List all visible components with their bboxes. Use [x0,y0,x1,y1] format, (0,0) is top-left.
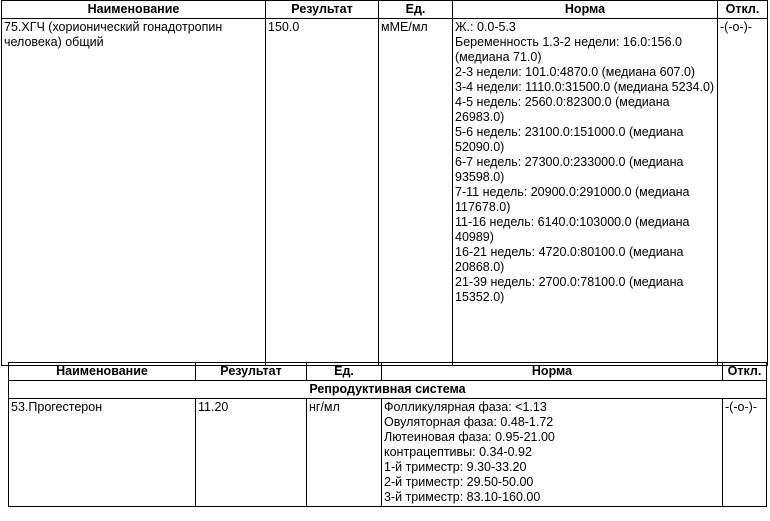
progesterone-results-table [8,362,767,507]
test-name: 75.ХГЧ (хорионический гонадотропин человека) общий [2,19,266,366]
norm-line: 2-3 недели: 101.0:4870.0 (медиана 607.0) [455,65,696,79]
header-name: Наименование [2,1,266,19]
norm-line: 16-21 недель: 4720.0:80100.0 (медиана 20868.0) [455,245,684,274]
test-unit: мМЕ/мл [379,19,453,366]
norm-line: Беременность 1.3-2 недели: 16.0:156.0 (медиана 71.0) [455,35,683,64]
norm-line: 11-16 недель: 6140.0:103000.0 (медиана 40989) [455,215,690,244]
norm-line: 4-5 недель: 2560.0:82300.0 (медиана 26983.0) [455,95,670,124]
header-unit: Ед. [379,1,453,19]
table-row [9,399,767,507]
norm-line: 3-й триместр: 83.10-160.00 [384,490,541,504]
norm-line: Овуляторная фаза: 0.48-1.72 [384,415,554,429]
header-norm: Норма [382,363,723,381]
norm-line: 7-11 недель: 20900.0:291000.0 (медиана 117678.0) [455,185,690,214]
test-norm [382,399,723,507]
norm-line: 6-7 недель: 27300.0:233000.0 (медиана 93598.0) [455,155,684,184]
test-unit: нг/мл [307,399,382,507]
norm-line: Лютеиновая фаза: 0.95-21.00 [384,430,555,444]
test-deviation: -(-о-)- [723,399,767,507]
header-unit: Ед. [307,363,382,381]
test-name: 53.Прогестерон [9,399,196,507]
test-result: 150.0 [266,19,379,366]
section-row [9,381,767,399]
section-title: Репродуктивная система [9,381,767,399]
header-norm: Норма [453,1,718,19]
norm-line: Фолликулярная фаза: <1.13 [384,400,547,414]
table-row [2,19,768,366]
norm-line: 5-6 недель: 23100.0:151000.0 (медиана 52090.0) [455,125,684,154]
norm-line: 1-й триместр: 9.30-33.20 [384,460,527,474]
header-name: Наименование [9,363,196,381]
norm-line: 21-39 недель: 2700.0:78100.0 (медиана 15352.0) [455,275,684,304]
norm-line: контрацептивы: 0.34-0.92 [384,445,532,459]
header-deviation: Откл. [718,1,768,19]
test-result: 11.20 [196,399,307,507]
norm-line: Ж.: 0.0-5.3 [455,20,516,34]
norm-line: 2-й триместр: 29.50-50.00 [384,475,534,489]
table-header-row [9,363,767,381]
test-deviation: -(-о-)- [718,19,768,366]
header-result: Результат [266,1,379,19]
hcg-results-table [1,0,768,366]
table-header-row [2,1,768,19]
test-norm [453,19,718,366]
norm-line: 3-4 недели: 1110.0:31500.0 (медиана 5234.0) [455,80,715,94]
header-deviation: Откл. [723,363,767,381]
header-result: Результат [196,363,307,381]
